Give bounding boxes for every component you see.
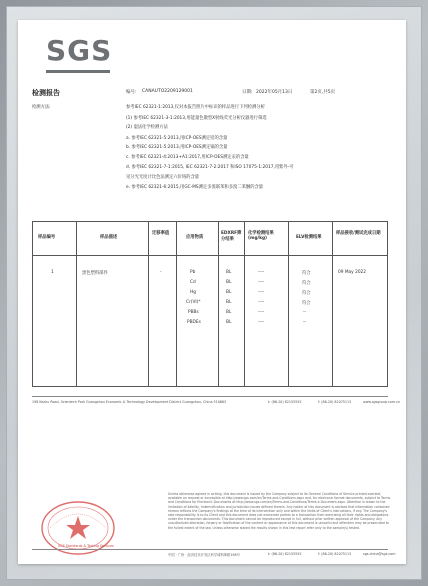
method-line: b. 参考IEC 62321-5:2013,用ICP-OES测定镉的含量 <box>126 145 228 150</box>
column-divider <box>148 221 149 387</box>
chem-result: ---- <box>258 280 265 285</box>
chem-result: ---- <box>258 300 265 305</box>
sgs-logo: SGS <box>46 34 113 67</box>
method-line: (1) 参考IEC 62321-3-1:2013,用能量色散型X射线荧光分析仪器进行筛选 <box>126 116 267 121</box>
edxrf-result: BL <box>226 290 232 295</box>
column-divider <box>76 221 77 387</box>
footer-address-cn: 中国 · 广州 · 经济技术开发区科学城科珠路198号 <box>168 553 240 557</box>
method-line: d. 参考IEC 62321-7-1:2015, IEC 62321-7-2:2017 和ISO 17075-1:2017,用紫外-可 <box>126 165 294 170</box>
edxrf-result: BL <box>226 280 232 285</box>
header-description: 样品描述 <box>100 235 118 240</box>
header-substance: 应用物质 <box>186 235 204 240</box>
elv-result: -- <box>303 320 307 325</box>
substance: Cr(VI)* <box>186 300 201 305</box>
footer-rule <box>32 549 388 550</box>
logo-underline <box>46 70 110 73</box>
method-line: 参考IEC 62321-1:2013,仅对本报告照片中标识的样品进行下列检测分析 <box>126 105 265 110</box>
migration-value: - <box>160 270 162 275</box>
header-chem: 化学检测结果(mg/kg) <box>248 231 274 241</box>
report-page <box>18 20 406 564</box>
sample-no: 1 <box>51 270 54 275</box>
receive-date: 09 May 2022 <box>338 270 367 275</box>
chem-result: ---- <box>258 310 265 315</box>
header-edxrf: EDXRF筛分结果 <box>221 231 242 242</box>
method-line: 见分光光度计比色法测定六价铬的含量 <box>126 175 200 180</box>
footer-email: sgs.china@sgs.com <box>363 552 396 556</box>
edxrf-result: BL <box>226 310 232 315</box>
column-divider <box>176 221 177 387</box>
substance: PBDEs <box>187 320 201 325</box>
page-number: 第2页,共5页 <box>310 90 336 95</box>
seal-text: SGS Standards & Testing Services <box>58 544 114 548</box>
header-elv: ELV检测结果 <box>296 235 322 240</box>
column-divider <box>218 221 219 387</box>
elv-result: 符合 <box>302 291 311 296</box>
substance: Cd <box>190 280 196 285</box>
report-title: 检测报告 <box>32 89 60 97</box>
footer-tel: t: (86-20) 82155555 <box>268 400 302 404</box>
sample-description: 黑色塑料部件 <box>82 271 108 276</box>
method-line: (2) 湿法化学检测方法 <box>126 125 168 130</box>
header-sample-no: 样品编号 <box>38 235 56 240</box>
substance: Pb <box>190 270 196 275</box>
elv-result: 符合 <box>302 281 311 286</box>
method-line: a. 参考IEC 62321-5:2013,用ICP-OES测定铅的含量 <box>126 136 228 141</box>
method-line: e. 参考IEC 62321-6:2015,用GC-MS测定多溴联苯和多溴二苯醚的含量 <box>126 185 264 190</box>
footer-address-en: 198 Kezhu Road, Scientech Park Guangzhou Economic & Technology Development District Guangzhou, China 510663 <box>32 400 227 404</box>
footer-fax: f: (86-20) 82075113 <box>318 552 352 556</box>
elv-result: -- <box>303 310 307 315</box>
footer-tel: t: (86-20) 82155555 <box>268 552 302 556</box>
footer-fax: f: (86-20) 82075113 <box>318 400 352 404</box>
table-header-rule <box>32 255 388 256</box>
header-date: 样品接收/测试完成日期 <box>336 231 381 236</box>
column-divider <box>244 221 245 387</box>
elv-result: 符合 <box>302 301 311 306</box>
results-table <box>32 221 388 387</box>
disclaimer-text: Unless otherwise agreed in writing, this document is issued by the Company subject to its General Conditions of Service printed overleaf, available on request or accessible at http://www.sgs.com/en/Terms-and-Conditions.aspx and, for electronic format documents, subject to Terms and Conditions for Electronic Documents at http://www.sgs.com/en/Terms-and-Conditions/Terms-e-Document.aspx. Attention is drawn to the limitation of liability, indemnification and jurisdiction issues defined therein. Any holder of this document is advised that information contained hereon reflects the Company's findings at the time of its intervention only and within the limits of Client's instructions, if any. The Company's sole responsibility is to its Client and this document does not exonerate parties to a transaction from exercising all their rights and obligations under the transaction documents. This document cannot be reproduced except in full, without prior written approval of the Company. Any unauthorized alteration, forgery or falsification of the content or appearance of this document is unlawful and offenders may be prosecuted to the fullest extent of the law. Unless otherwise stated the results shown in this test report refer only to the sample(s) tested. <box>168 492 391 530</box>
report-no-label: 编号: <box>126 90 137 95</box>
method-line: c. 参考IEC 62321-4:2013+A1:2017,用ICP-OES测定汞的含量 <box>126 155 249 160</box>
report-no: CANAUTO2209129001 <box>142 89 193 94</box>
substance: PBBs <box>188 310 199 315</box>
edxrf-result: BL <box>226 270 232 275</box>
footer-web: www.sgsgroup.com.cn <box>363 400 400 404</box>
column-divider <box>332 221 333 387</box>
edxrf-result: BL <box>226 320 232 325</box>
chem-result: ---- <box>258 320 265 325</box>
elv-result: 符合 <box>302 271 311 276</box>
chem-result: ---- <box>258 290 265 295</box>
report-date: 2022年05月13日 <box>256 90 293 95</box>
edxrf-result: BL <box>226 300 232 305</box>
substance: Hg <box>190 290 196 295</box>
date-label: 日期: <box>242 90 253 95</box>
method-label: 检测方法: <box>32 105 51 110</box>
column-divider <box>288 221 289 387</box>
footer-rule <box>32 396 388 397</box>
header-migration: 迁移率值 <box>152 231 170 236</box>
chem-result: ---- <box>258 270 265 275</box>
